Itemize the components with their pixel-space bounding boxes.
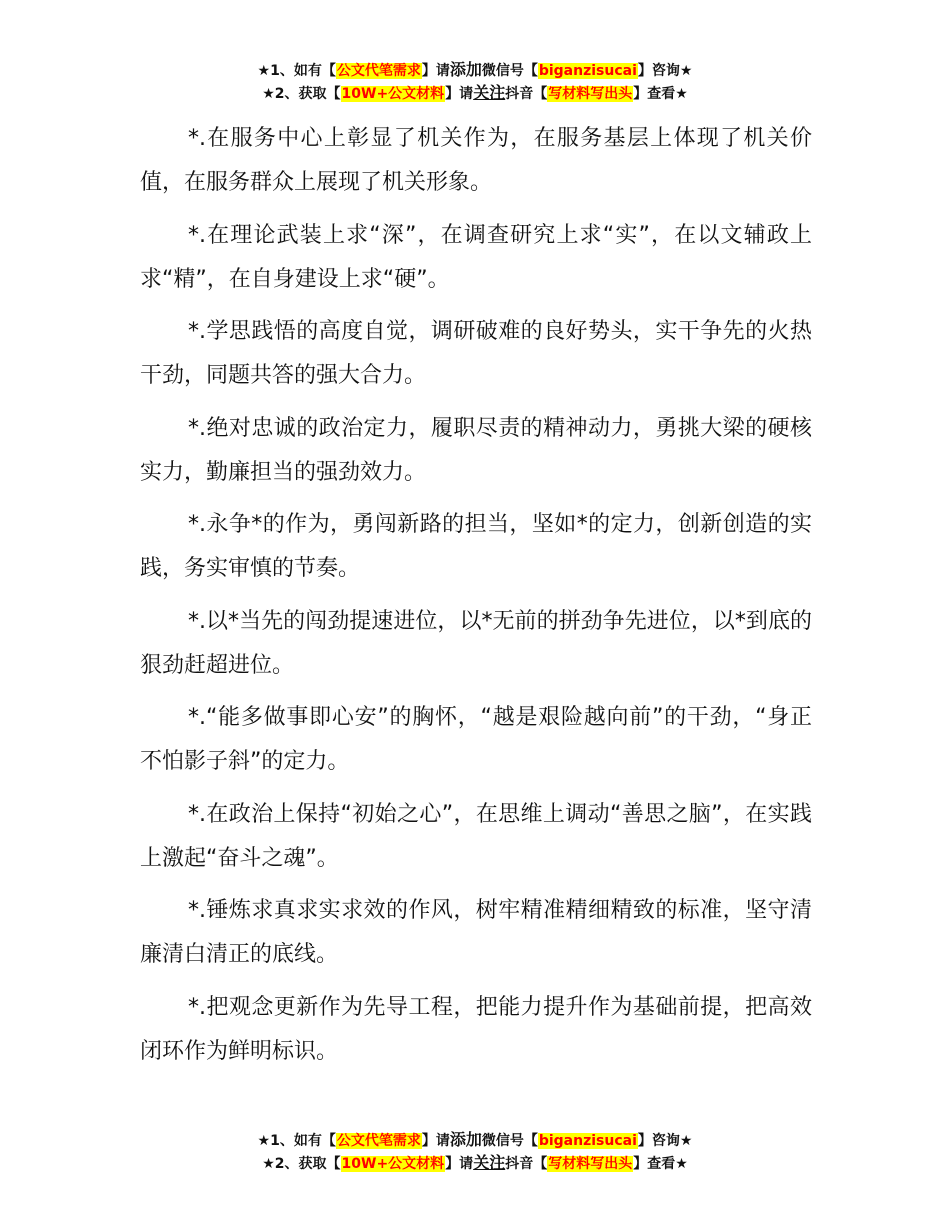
banner-line-2: ★2、获取【10W+公文材料】请关注抖音【写材料写出头】查看★ bbox=[262, 1153, 688, 1172]
paragraph: *.永争*的作为，勇闯新路的担当，坚如*的定力，创新创造的实践，务实审慎的节奏。 bbox=[140, 512, 812, 581]
banner-line-2: ★2、获取【10W+公文材料】请关注抖音【写材料写出头】查看★ bbox=[262, 83, 688, 102]
header-banner bbox=[0, 59, 950, 105]
paragraph: *.以*当先的闯劲提速进位，以*无前的拼劲争先进位，以*到底的狠劲赶超进位。 bbox=[140, 608, 812, 678]
paragraph: *.在理论武装上求“深”，在调查研究上求“实”，在以文辅政上求“精”，在自身建设上求“硬”。 bbox=[140, 222, 812, 292]
paragraph: *.把观念更新作为先导工程，把能力提升作为基础前提，把高效闭环作为鲜明标识。 bbox=[140, 994, 812, 1064]
banner-highlight-wechat: biganzisucai bbox=[538, 63, 637, 79]
banner-highlight-douyin: 写材料写出头 bbox=[548, 86, 633, 102]
banner-highlight-service: 公文代笔需求 bbox=[336, 63, 421, 79]
paragraph: *.绝对忠诚的政治定力，履职尽责的精神动力，勇挑大梁的硬核实力，勤廉担当的强劲效力。 bbox=[140, 415, 812, 485]
banner-highlight-wechat: biganzisucai bbox=[538, 1133, 637, 1149]
paragraph: *.锤炼求真求实求效的作风，树牢精准精细精致的标准，坚守清廉清白清正的底线。 bbox=[140, 898, 812, 967]
banner-highlight-service: 公文代笔需求 bbox=[336, 1133, 421, 1149]
paragraph: *.“能多做事即心安”的胸怀，“越是艰险越向前”的干劲，“身正不怕影子斜”的定力。 bbox=[140, 705, 812, 774]
banner-highlight-materials: 10W+公文材料 bbox=[341, 86, 445, 102]
paragraph: *.学思践悟的高度自觉，调研破难的良好势头，实干争先的火热干劲，同题共答的强大合力。 bbox=[140, 319, 812, 388]
banner-highlight-douyin: 写材料写出头 bbox=[548, 1156, 633, 1172]
banner-highlight-materials: 10W+公文材料 bbox=[341, 1156, 445, 1172]
document-body bbox=[140, 117, 812, 1082]
paragraph: *.在服务中心上彰显了机关作为，在服务基层上体现了机关价值，在服务群众上展现了机关形象。 bbox=[140, 126, 812, 195]
banner-line-1: ★1、如有【公文代笔需求】请添加微信号【biganzisucai】咨询★ bbox=[257, 1130, 693, 1149]
paragraph: *.在政治上保持“初始之心”，在思维上调动“善思之脑”，在实践上激起“奋斗之魂”。 bbox=[140, 801, 812, 871]
footer-banner bbox=[0, 1129, 950, 1175]
banner-line-1: ★1、如有【公文代笔需求】请添加微信号【biganzisucai】咨询★ bbox=[257, 60, 693, 79]
